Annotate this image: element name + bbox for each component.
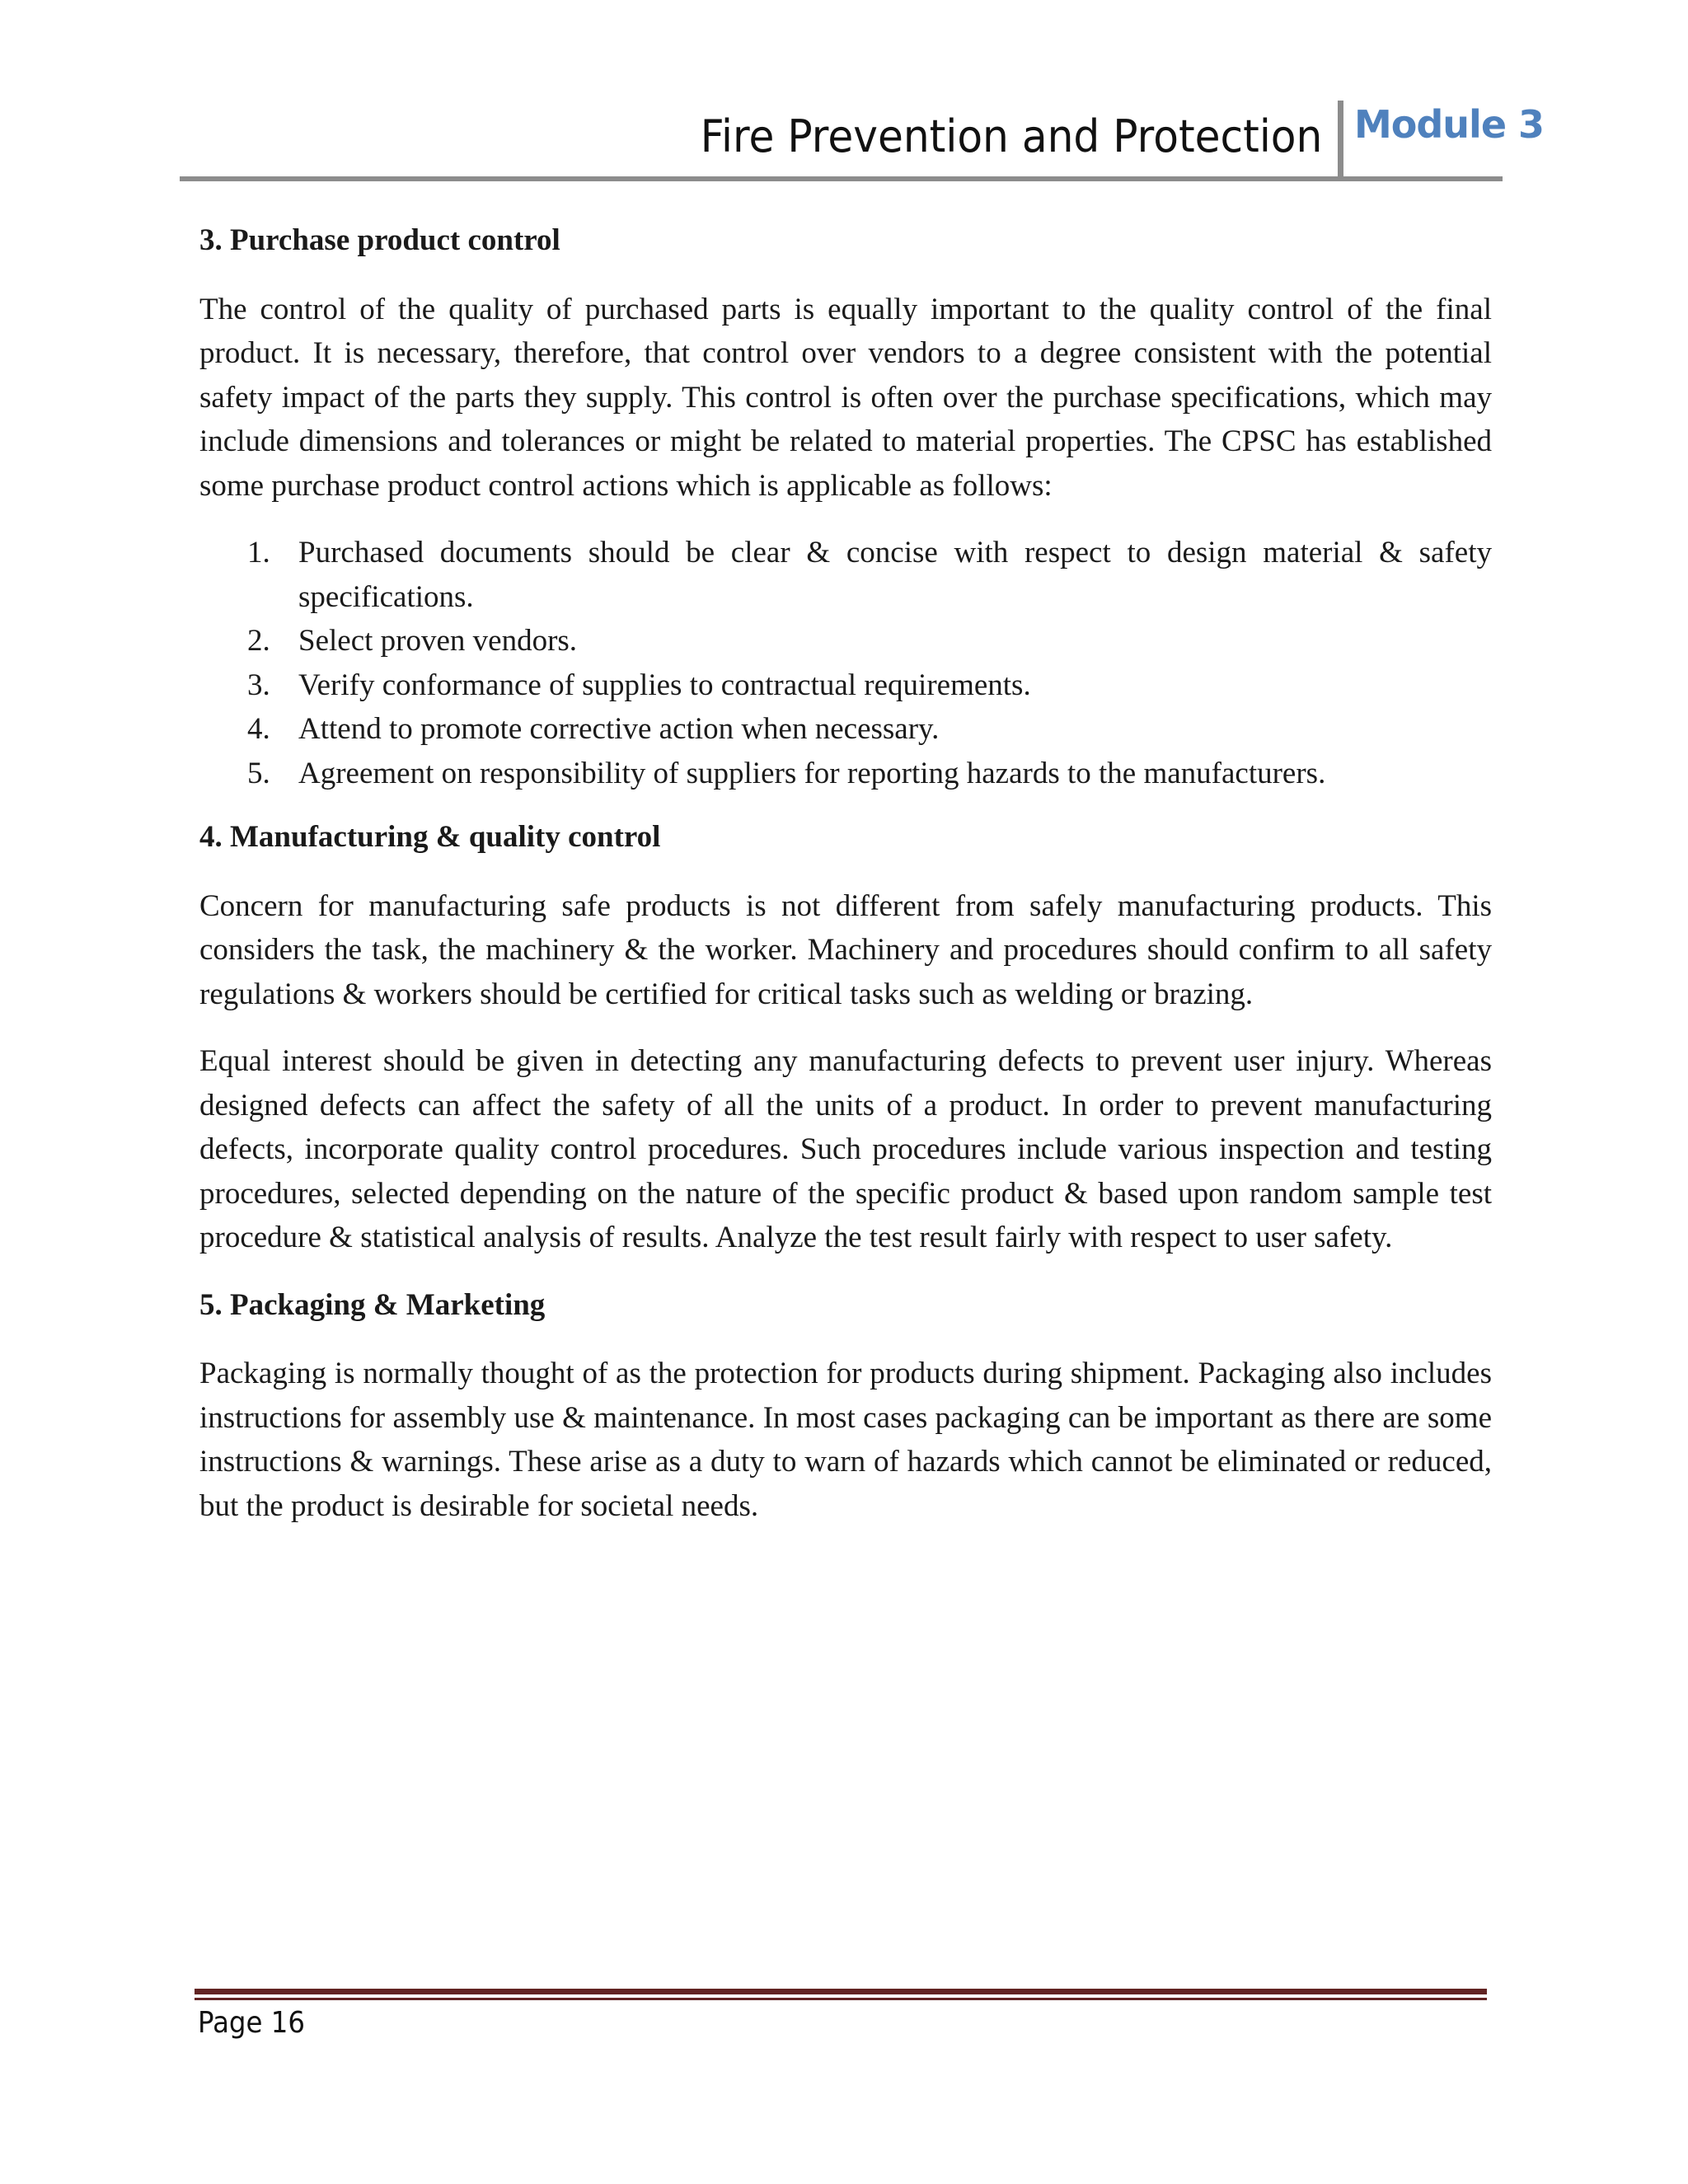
list-item: [199, 663, 1492, 708]
section-heading: 5. Packaging & Marketing: [199, 1287, 546, 1322]
list-item: [199, 752, 1492, 796]
page-number: Page 16: [198, 2006, 305, 2040]
paragraph: The control of the quality of purchased parts is equally important to the quality control of the final product. It is necessary, therefore, that control over vendors to a degree consistent with the potential safety impact of the parts they supply. This control is often over the purchase specifications, which may include dimensions and tolerances or might be related to material properties. The CPSC has established some purchase product control actions which is applicable as follows:: [199, 292, 1492, 503]
list-number: 1.: [247, 536, 270, 569]
list-number: 5.: [247, 756, 270, 790]
header-title: Fire Prevention and Protection: [700, 110, 1322, 162]
paragraph: Equal interest should be given in detecting any manufacturing defects to prevent user injury. Whereas designed defects can affect the safety of all the units of a product. In order to prevent manufacturing defects, incorporate quality control procedures. Such procedures include various inspection and testing procedures, selected depending on the nature of the specific product & based upon random sample test procedure & statistical analysis of results. Analyze the test result fairly with respect to user safety.: [199, 1044, 1492, 1254]
list-item: [199, 531, 1492, 619]
footer-rule-thin: [195, 1998, 1487, 2000]
page-content: [199, 218, 1492, 1551]
header-module-label: Module 3: [1354, 102, 1545, 147]
list-text: Verify conformance of supplies to contractual requirements.: [298, 668, 1031, 702]
paragraph: Concern for manufacturing safe products is not different from safely manufacturing products. This considers the task, the machinery & the worker. Machinery and procedures should confirm to all safety regulations & workers should be certified for critical tasks such as welding or brazing.: [199, 888, 1492, 1011]
paragraph: Packaging is normally thought of as the protection for products during shipment. Packaging also includes instructions for assembly use & maintenance. In most cases packaging can be important as there are some instructions & warnings. These arise as a duty to warn of hazards which cannot be eliminated or reduced, but the product is desirable for societal needs.: [199, 1357, 1492, 1523]
list-text: Purchased documents should be clear & concise with respect to design material & safety specifications.: [298, 536, 1492, 614]
footer-rule: [195, 1989, 1487, 1994]
list-item: [199, 619, 1492, 663]
list-text: Agreement on responsibility of suppliers for reporting hazards to the manufacturers.: [298, 756, 1326, 790]
section-manufacturing-quality-control: [199, 815, 1492, 1260]
list-item: [199, 707, 1492, 752]
section-heading: 3. Purchase product control: [199, 223, 560, 257]
list-text: Attend to promote corrective action when necessary.: [298, 712, 940, 746]
list-number: 2.: [247, 624, 270, 658]
list-number: 4.: [247, 712, 270, 746]
list-number: 3.: [247, 668, 270, 702]
section-purchase-product-control: [199, 218, 1492, 795]
section-heading: 4. Manufacturing & quality control: [199, 820, 661, 854]
header-divider: [1338, 101, 1343, 178]
numbered-list: [199, 531, 1492, 795]
list-text: Select proven vendors.: [298, 624, 578, 658]
section-packaging-marketing: [199, 1283, 1492, 1529]
page-header: [180, 99, 1545, 181]
header-rule: [180, 176, 1503, 181]
